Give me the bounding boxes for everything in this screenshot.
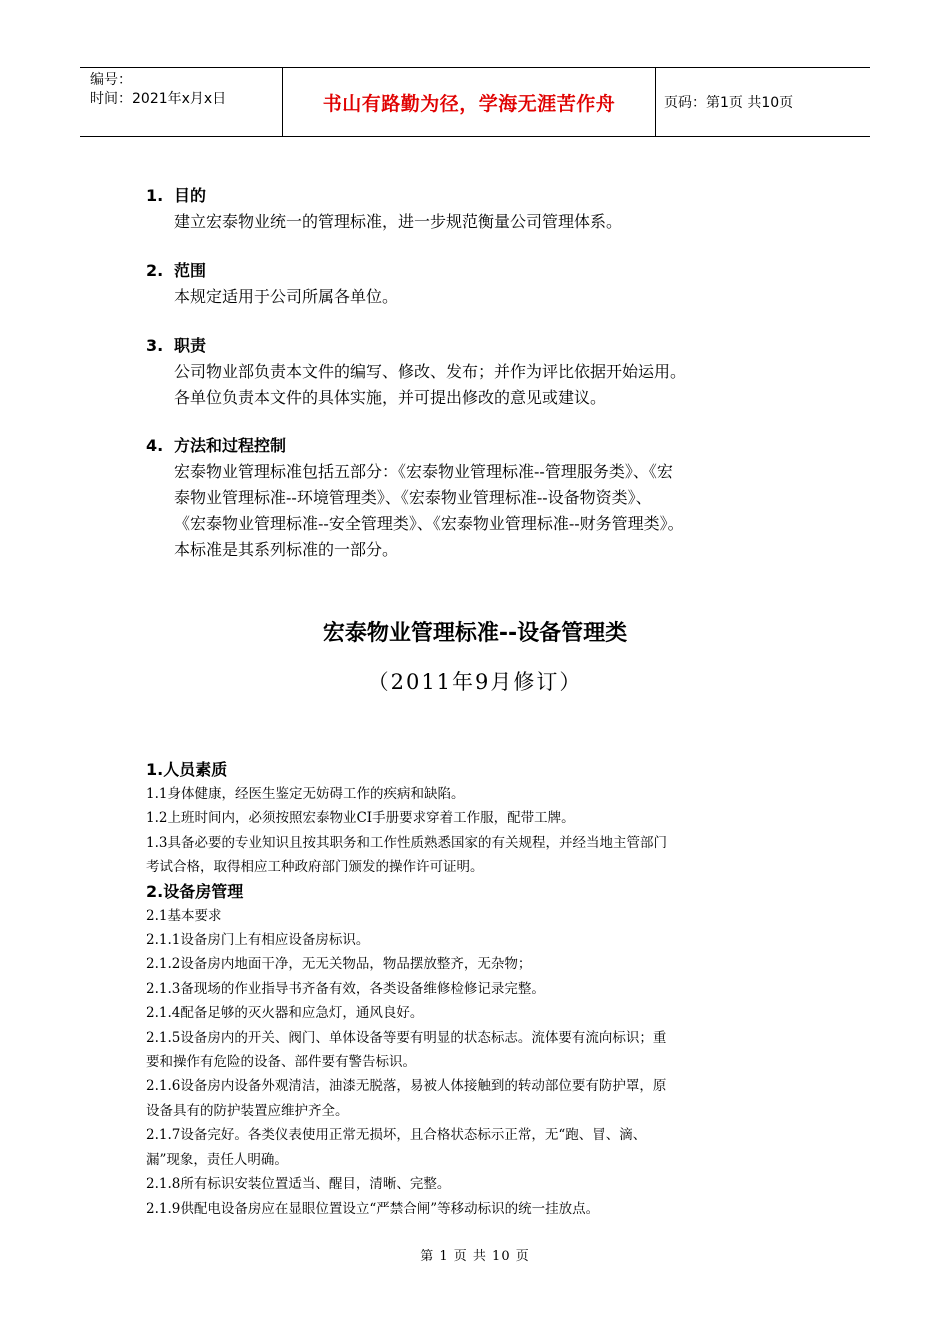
body-line: 1.2上班时间内，必须按照宏泰物业CI手册要求穿着工作服，配带工牌。: [146, 810, 575, 827]
section-line: 公司物业部负责本文件的编写、修改、发布；并作为评比依据开始运用。: [174, 362, 687, 381]
section-line: 本标准是其系列标准的一部分。: [174, 540, 399, 559]
section-number: 1.: [146, 186, 164, 205]
section-number: 3.: [146, 336, 164, 355]
body-line: 2.1.3备现场的作业指导书齐备有效，各类设备维修检修记录完整。: [146, 980, 545, 997]
section-method: [146, 433, 836, 563]
section-body: [146, 359, 836, 411]
section-line: 《宏泰物业管理标准--安全管理类》、《宏泰物业管理标准--财务管理类》。: [174, 514, 684, 533]
section-purpose: [146, 183, 836, 235]
section-title: 职责: [174, 336, 207, 355]
page-header: [80, 67, 870, 137]
body-line: 设备具有的防护装置应维护齐全。: [146, 1102, 349, 1119]
section-number: 2.: [146, 261, 164, 280]
section-heading: [146, 433, 836, 459]
body-line: 2.1.6设备房内设备外观清洁，油漆无脱落，易被人体接触到的转动部位要有防护罩，原: [146, 1078, 667, 1095]
date-label: 时间：2021年x月x日: [90, 91, 227, 107]
section-title: 目的: [174, 186, 207, 205]
section-line: 本规定适用于公司所属各单位。: [174, 287, 399, 306]
body-line: 2.1.9供配电设备房应在显眼位置设立“严禁合闸”等移动标识的统一挂放点。: [146, 1200, 600, 1217]
section-line: 泰物业管理标准--环境管理类》、《宏泰物业管理标准--设备物资类》、: [174, 488, 652, 507]
section-scope: [146, 258, 836, 310]
document-body: [146, 758, 816, 1221]
section-line: 宏泰物业管理标准包括五部分：《宏泰物业管理标准--管理服务类》、《宏: [174, 462, 673, 481]
section-number: 4.: [146, 436, 164, 455]
body-line: 2.1基本要求: [146, 907, 222, 924]
section-body: [146, 209, 836, 235]
section-heading: [146, 183, 836, 209]
body-line: 2.1.7设备完好。各类仪表使用正常无损坏，且合格状态标示正常，无“跑、冒、滴、: [146, 1127, 647, 1144]
section-title: 范围: [174, 261, 207, 280]
section-heading: [146, 258, 836, 284]
body-line: 要和操作有危险的设备、部件要有警告标识。: [146, 1054, 416, 1071]
body-heading: 2.设备房管理: [146, 881, 244, 901]
section-line: 各单位负责本文件的具体实施，并可提出修改的意见或建议。: [174, 388, 607, 407]
section-body: [146, 284, 836, 310]
body-line: 2.1.2设备房内地面干净，无无关物品，物品摆放整齐，无杂物；: [146, 956, 532, 973]
body-line: 考试合格，取得相应工种政府部门颁发的操作许可证明。: [146, 859, 484, 876]
section-body: [146, 459, 836, 563]
section-line: 建立宏泰物业统一的管理标准，进一步规范衡量公司管理体系。: [174, 212, 623, 231]
body-line: 2.1.1设备房门上有相应设备房标识。: [146, 932, 370, 949]
body-line: 1.1身体健康，经医生鉴定无妨碍工作的疾病和缺陷。: [146, 786, 465, 802]
body-line: 1.3具备必要的专业知识且按其职务和工作性质熟悉国家的有关规程，并经当地主管部门: [146, 834, 667, 851]
number-label: 编号：: [90, 72, 132, 88]
body-line: 漏”现象，责任人明确。: [146, 1151, 288, 1168]
document-subtitle: （2011年9月修订）: [367, 670, 583, 694]
body-line: 2.1.5设备房内的开关、阀门、单体设备等要有明显的状态标志。流体要有流向标识；重: [146, 1029, 667, 1046]
page-footer: 第 1 页 共 10 页: [420, 1249, 530, 1264]
body-line: 2.1.8所有标识安装位置适当、醒目，清晰、完整。: [146, 1176, 451, 1193]
section-title: 方法和过程控制: [174, 436, 287, 455]
section-heading: [146, 333, 836, 359]
document-title: 宏泰物业管理标准--设备管理类: [322, 621, 628, 646]
body-line: 2.1.4配备足够的灭火器和应急灯，通风良好。: [146, 1005, 424, 1022]
section-responsibility: [146, 333, 836, 411]
header-meta: [80, 68, 282, 136]
header-page-info: 页码：第1页 共10页: [664, 95, 794, 111]
header-motto: 书山有路勤为径，学海无涯苦作舟: [282, 68, 656, 136]
body-heading: 1.人员素质: [146, 760, 228, 779]
